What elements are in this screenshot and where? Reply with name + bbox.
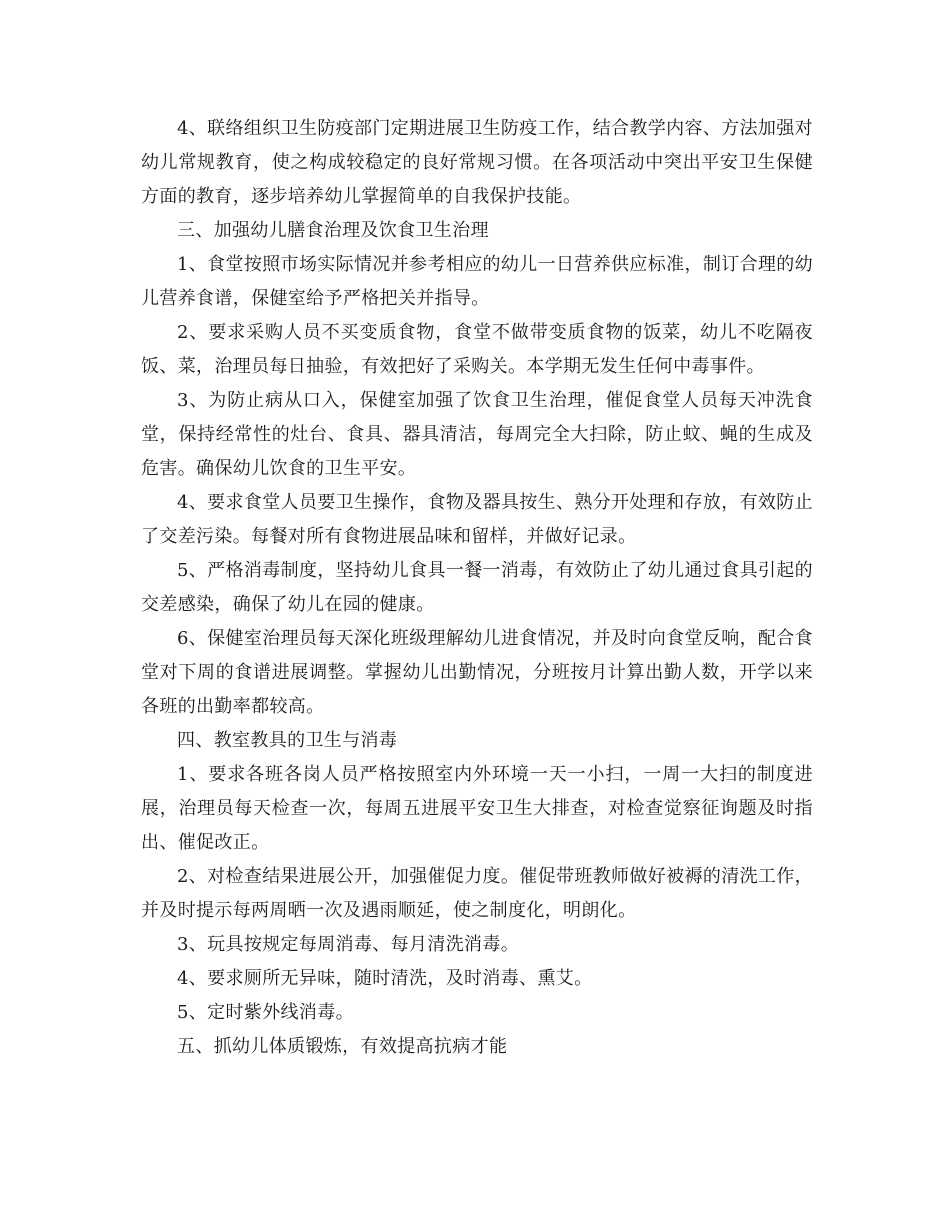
paragraph-toilet-cleaning: 4、要求厕所无异味，随时清洗，及时消毒、熏艾。 <box>177 968 593 989</box>
paragraph-bedding-washing: 2、对检查结果进展公开，加强催促力度。催促带班教师做好被褥的清洗工作，并及时提示每两周晒一次及遇雨顺延，使之制度化，明朗化。 <box>141 866 813 921</box>
document-body <box>141 112 813 1064</box>
paragraph-tableware-disinfection: 5、严格消毒制度，坚持幼儿食具一餐一消毒，有效防止了幼儿通过食具引起的交差感染，确保了幼儿在园的健康。 <box>141 560 813 615</box>
paragraph-uv-disinfection: 5、定时紫外线消毒。 <box>177 1002 354 1023</box>
section-heading-classroom-hygiene: 四、教室教具的卫生与消毒 <box>177 730 398 751</box>
paragraph-toy-disinfection: 3、玩具按规定每周消毒、每月清洗消毒。 <box>177 934 520 955</box>
paragraph-food-handling: 4、要求食堂人员要卫生操作，食物及器具按生、熟分开处理和存放，有效防止了交差污染。每餐对所有食物进展品味和留样，并做好记录。 <box>141 492 813 547</box>
section-heading-diet-management: 三、加强幼儿膳食治理及饮食卫生治理 <box>177 220 489 241</box>
paragraph-canteen-hygiene: 3、为防止病从口入，保健室加强了饮食卫生治理，催促食堂人员每天冲洗食堂，保持经常性的灶台、食具、器具清洁，每周完全大扫除，防止蚊、蝇的生成及危害。确保幼儿饮食的卫生平安。 <box>141 390 813 479</box>
paragraph-food-purchasing: 2、要求采购人员不买变质食物，食堂不做带变质食物的饭菜，幼儿不吃隔夜饭、菜，治理员每日抽验，有效把好了采购关。本学期无发生任何中毒事件。 <box>141 322 813 377</box>
section-heading-physical-exercise: 五、抓幼儿体质锻炼，有效提高抗病才能 <box>177 1036 508 1057</box>
paragraph-health-epidemic-prevention: 4、联络组织卫生防疫部门定期进展卫生防疫工作，结合教学内容、方法加强对幼儿常规教育，使之构成较稳定的良好常规习惯。在各项活动中突出平安卫生保健方面的教育，逐步培养幼儿掌握简单的自我保护技能。 <box>141 118 813 207</box>
paragraph-canteen-recipes: 1、食堂按照市场实际情况并参考相应的幼儿一日营养供应标准，制订合理的幼儿营养食谱，保健室给予严格把关并指导。 <box>141 254 813 309</box>
paragraph-cleaning-schedule: 1、要求各班各岗人员严格按照室内外环境一天一小扫，一周一大扫的制度进展，治理员每天检查一次，每周五进展平安卫生大排查，对检查觉察征询题及时指出、催促改正。 <box>141 764 813 853</box>
paragraph-attendance-monitoring: 6、保健室治理员每天深化班级理解幼儿进食情况，并及时向食堂反响，配合食堂对下周的食谱进展调整。掌握幼儿出勤情况，分班按月计算出勤人数，开学以来各班的出勤率都较高。 <box>141 628 813 717</box>
